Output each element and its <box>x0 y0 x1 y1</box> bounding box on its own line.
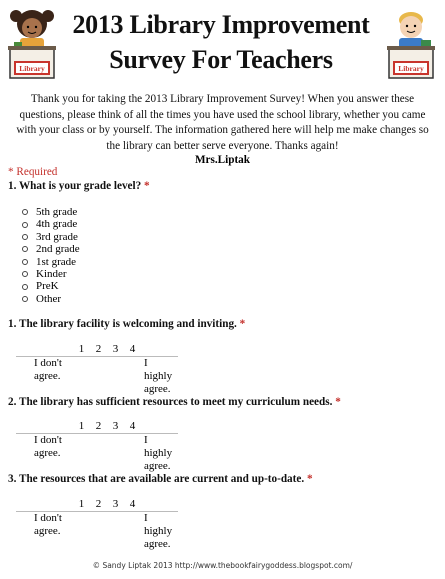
footer-copyright: © Sandy Liptak 2013 http://www.thebookfairygoddess.blogspot.com/ <box>92 561 353 570</box>
question-welcoming <box>8 318 245 330</box>
scale-option-1[interactable]: 1 <box>78 343 85 355</box>
page-title-line-1: 2013 Library Improvement <box>72 10 370 39</box>
question-current-resources <box>8 473 313 485</box>
option-3rd-grade[interactable] <box>22 231 80 243</box>
library-sign-left: Library <box>19 64 45 73</box>
radio-button[interactable] <box>22 259 28 265</box>
scale-low-label: I don't agree. <box>34 512 62 537</box>
scale-option-2[interactable]: 2 <box>95 498 102 510</box>
option-prek[interactable] <box>22 280 80 292</box>
option-label: 5th grade <box>36 206 78 218</box>
question-grade-level <box>8 180 150 192</box>
question-label: 1. The library facility is welcoming and inviting. <box>8 318 237 330</box>
scale-option-2[interactable]: 2 <box>95 420 102 432</box>
page-title-line-2: Survey For Teachers <box>109 45 333 74</box>
girl-librarian-clipart <box>4 6 60 80</box>
option-2nd-grade[interactable] <box>22 243 80 255</box>
scale-option-3[interactable]: 3 <box>112 420 119 432</box>
radio-button[interactable] <box>22 246 28 252</box>
scale-low-label: I don't agree. <box>34 434 62 459</box>
radio-button[interactable] <box>22 271 28 277</box>
option-label: Kinder <box>36 267 67 280</box>
grade-options <box>22 206 80 305</box>
required-star: * <box>335 396 341 408</box>
scale-high-label: I highly agree. <box>144 357 173 395</box>
radio-button[interactable] <box>22 234 28 240</box>
scale-option-4[interactable]: 4 <box>129 498 136 510</box>
required-star: * <box>144 180 150 192</box>
required-note: * Required <box>8 166 58 178</box>
option-label: 3rd grade <box>36 230 78 243</box>
library-sign-right: Library <box>398 64 424 73</box>
boy-librarian-clipart <box>383 6 439 80</box>
option-label: 2nd grade <box>36 243 80 256</box>
scale-low-label: I don't agree. <box>34 357 62 382</box>
scale-option-3[interactable]: 3 <box>112 343 119 355</box>
radio-button[interactable] <box>22 222 28 228</box>
question-label: 1. What is your grade level? <box>8 180 142 192</box>
option-4th-grade[interactable] <box>22 218 80 230</box>
radio-button[interactable] <box>22 284 28 290</box>
option-5th-grade[interactable] <box>22 206 80 218</box>
option-label: PreK <box>36 280 59 293</box>
scale-high-label: I highly agree. <box>144 512 173 550</box>
scale-numbers <box>73 420 141 432</box>
scale-numbers <box>73 343 141 355</box>
option-label: Other <box>36 292 62 305</box>
option-label: 4th grade <box>36 218 78 231</box>
question-sufficient-resources <box>8 396 341 408</box>
required-star: * <box>239 318 246 330</box>
question-label: 2. The library has sufficient resources to meet my curriculum needs. <box>8 396 333 408</box>
scale-high-label: I highly agree. <box>144 434 173 472</box>
option-kinder[interactable] <box>22 268 80 280</box>
option-label: 1st grade <box>36 255 77 268</box>
option-1st-grade[interactable] <box>22 256 80 268</box>
scale-numbers <box>73 498 141 510</box>
scale-option-3[interactable]: 3 <box>112 498 119 510</box>
radio-button[interactable] <box>22 296 28 302</box>
scale-option-1[interactable]: 1 <box>78 498 85 510</box>
scale-option-2[interactable]: 2 <box>95 343 102 355</box>
signature: Mrs.Liptak <box>194 154 250 166</box>
intro-text: Thank you for taking the 2013 Library Improvement Survey! When you answer these questions, please think of all the times you have used the school library, whether you came with your class or by yourself. The information gathered here will help me make changes so the library can better serve everyone. Thanks again! <box>16 93 429 152</box>
scale-option-1[interactable]: 1 <box>78 420 85 432</box>
scale-option-4[interactable]: 4 <box>129 420 136 432</box>
required-star: * <box>306 473 313 485</box>
option-other[interactable] <box>22 293 80 305</box>
scale-option-4[interactable]: 4 <box>129 343 136 355</box>
question-label: 3. The resources that are available are current and up-to-date. <box>8 473 305 485</box>
radio-button[interactable] <box>22 209 28 215</box>
